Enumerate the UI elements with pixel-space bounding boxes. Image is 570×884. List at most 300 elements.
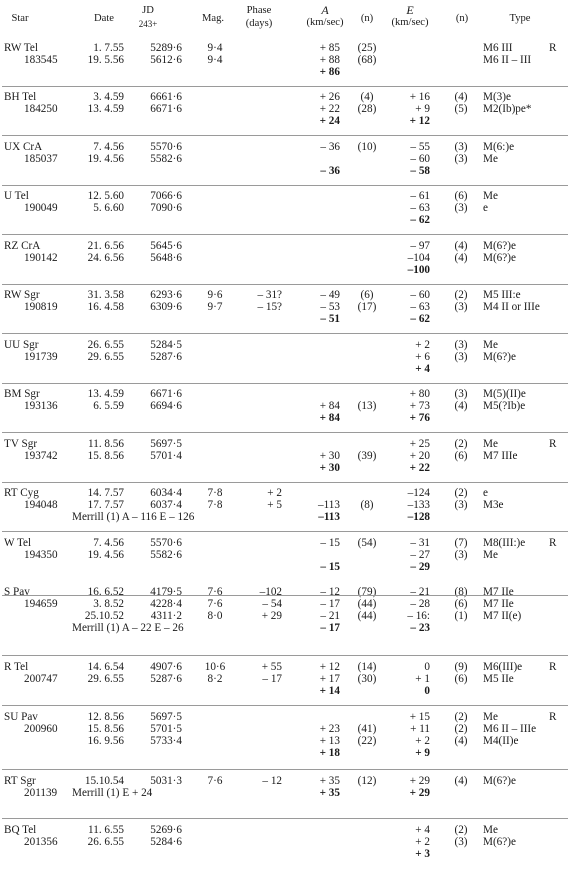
mean-velocity-e: – 58 [410,165,430,177]
obs-velocity-a: + 22 [319,103,340,115]
header-n2: (n) [455,13,469,24]
header-phase-unit: (days) [245,18,273,29]
obs-count-e: (2) [454,711,468,723]
mean-velocity-a: + 18 [319,747,340,759]
obs-jd: 6037·4 [150,499,182,511]
obs-count-e: (3) [454,549,468,561]
star-name: TV Sgr [4,438,38,450]
obs-count-a: (44) [357,598,377,610]
obs-jd: 6309·6 [150,301,182,313]
row-separator [2,818,568,819]
obs-count-e: (3) [454,153,468,165]
mean-velocity-e: + 76 [409,412,430,424]
obs-jd: 5582·6 [150,549,182,561]
obs-velocity-e: –124 [407,487,430,499]
obs-date: 19. 5.56 [87,54,124,66]
obs-velocity-a: + 88 [319,54,340,66]
obs-phase: + 2 [267,487,282,499]
obs-date: 24. 6.56 [87,252,124,264]
obs-count-a: (12) [357,775,377,787]
obs-date: 3. 4.59 [93,91,124,103]
obs-jd: 6293·6 [150,289,182,301]
mean-velocity-e: + 22 [409,462,430,474]
row-separator [2,655,568,656]
obs-count-e: (2) [454,824,468,836]
spectral-type: Me [483,711,498,723]
header-phase: Phase [246,5,272,16]
obs-velocity-e: + 9 [415,103,430,115]
mean-velocity-a: – 51 [320,313,340,325]
obs-phase: + 5 [267,499,282,511]
obs-jd: 5701·4 [150,450,182,462]
spectral-type: M7 IIIe [483,450,518,462]
mean-velocity-a: – 17 [320,622,340,634]
obs-velocity-e: + 2 [415,836,430,848]
obs-date: 5. 6.60 [93,202,124,214]
merrill-note: Merrill (1) E + 24 [72,787,153,799]
star-name: RW Tel [4,42,38,54]
obs-date: 31. 3.58 [87,289,124,301]
spectral-type: M(6?)e [483,240,516,252]
obs-count-a: (39) [357,450,377,462]
obs-velocity-e: + 2 [415,339,430,351]
hd-number: 201139 [24,787,58,799]
obs-velocity-e: –133 [407,499,430,511]
obs-date: 14. 6.54 [87,661,124,673]
obs-velocity-a: + 30 [319,450,340,462]
hd-number: 194659 [24,598,58,610]
obs-date: 6. 5.59 [93,400,124,412]
obs-jd: 5701·5 [150,723,182,735]
obs-count-e: (4) [454,240,468,252]
obs-velocity-e: + 29 [409,775,430,787]
row-separator [2,383,568,384]
obs-count-e: (7) [454,537,468,549]
obs-jd: 6671·6 [150,388,182,400]
mean-velocity-e: –128 [407,511,430,523]
obs-jd: 6694·6 [150,400,182,412]
spectral-type: M(6?)e [483,836,516,848]
obs-count-e: (3) [454,141,468,153]
obs-velocity-a: – 12 [320,586,340,598]
obs-mag: 9·4 [207,42,223,54]
obs-jd: 5031·3 [150,775,182,787]
spectral-type: e [483,202,488,214]
obs-velocity-a: + 84 [319,400,340,412]
spectral-type: M7 IIe [483,586,514,598]
header-type: Type [509,13,531,24]
obs-count-e: (9) [454,661,468,673]
mean-velocity-a: – 15 [320,561,340,573]
obs-date: 26. 6.55 [87,339,124,351]
spectral-type: M(6?)e [483,775,516,787]
spectral-type: M3e [483,499,504,511]
obs-velocity-a: – 17 [320,598,340,610]
obs-count-a: (14) [357,661,377,673]
row-separator [2,234,568,235]
obs-velocity-e: + 15 [409,711,430,723]
star-name: BQ Tel [4,824,37,836]
obs-velocity-e: – 60 [410,289,430,301]
obs-mag: 7·6 [207,586,223,598]
obs-velocity-e: + 73 [409,400,430,412]
obs-velocity-a: + 85 [319,42,340,54]
obs-count-e: (3) [454,836,468,848]
obs-count-a: (13) [357,400,377,412]
star-block [0,824,570,884]
obs-phase: – 12 [262,775,282,787]
spectral-type: M5(?Ib)e [483,400,526,412]
hd-number: 200960 [24,723,58,735]
mean-velocity-e: – 29 [410,561,430,573]
hd-number: 193136 [24,400,58,412]
obs-count-e: (3) [454,351,468,363]
obs-count-a: (22) [357,735,377,747]
obs-jd: 6671·6 [150,103,182,115]
spectral-type: Me [483,549,498,561]
obs-date: 29. 6.55 [87,351,124,363]
row-separator [2,284,568,285]
row-separator [2,531,568,532]
spectral-type: M2(Ib)pe* [483,103,532,115]
obs-count-e: (8) [454,586,468,598]
obs-velocity-a: + 35 [319,775,340,787]
merrill-note: Merrill (1) A – 22 E – 26 [72,622,184,634]
spectral-type: M5 IIe [483,673,514,685]
header-jd-sub: 243+ [138,19,158,29]
obs-velocity-a: – 49 [320,289,340,301]
mean-velocity-e: – 62 [410,313,430,325]
star-name: S Pav [4,586,30,598]
obs-jd: 5570·6 [150,537,182,549]
obs-date: 14. 7.57 [87,487,124,499]
obs-jd: 7066·6 [150,190,182,202]
spectral-type: M6 II – III [483,54,532,66]
obs-mag: 9·6 [207,289,223,301]
obs-velocity-e: + 80 [409,388,430,400]
obs-mag: 9·7 [207,301,223,313]
obs-date: 13. 4.59 [87,388,124,400]
spectral-type: M4(II)e [483,735,519,747]
mean-velocity-a: –113 [318,511,340,523]
mean-velocity-e: –100 [407,264,430,276]
obs-velocity-a: + 23 [319,723,340,735]
obs-count-e: (3) [454,301,468,313]
obs-jd: 4907·6 [150,661,182,673]
obs-date: 16. 6.52 [87,586,124,598]
obs-date: 17. 7.57 [87,499,124,511]
obs-count-a: (8) [360,499,374,511]
merrill-note: Merrill (1) A – 116 E – 126 [72,511,195,523]
header-jd: JD [142,5,154,16]
obs-count-e: (3) [454,339,468,351]
mean-velocity-e: + 3 [415,848,430,860]
obs-velocity-a: – 53 [320,301,340,313]
spectral-type: M(6?)e [483,351,516,363]
obs-jd: 4311·2 [150,610,182,622]
obs-count-e: (4) [454,735,468,747]
header-a-unit: (km/sec) [306,17,344,28]
obs-count-a: (28) [357,103,377,115]
obs-date: 1. 7.55 [93,42,124,54]
obs-mag: 7·6 [207,775,223,787]
star-name: W Tel [4,537,32,549]
obs-jd: 5582·6 [150,153,182,165]
obs-jd: 5269·6 [150,824,182,836]
spectral-type: M7 IIe [483,598,514,610]
star-block [0,711,570,771]
obs-velocity-e: + 1 [415,673,430,685]
obs-date: 21. 6.56 [87,240,124,252]
obs-phase: + 29 [261,610,282,622]
hd-number: 190142 [24,252,58,264]
obs-velocity-e: – 27 [410,549,430,561]
obs-jd: 5287·6 [150,351,182,363]
obs-date: 16. 4.58 [87,301,124,313]
obs-jd: 5570·6 [150,141,182,153]
star-name: UU Sgr [4,339,39,351]
mean-velocity-e: – 62 [410,214,430,226]
mean-velocity-a: + 14 [319,685,340,697]
obs-velocity-e: + 2 [415,735,430,747]
mean-velocity-a: – 36 [320,165,340,177]
obs-count-e: (3) [454,499,468,511]
hd-number: 200747 [24,673,58,685]
obs-jd: 5697·5 [150,438,182,450]
hd-number: 184250 [24,103,58,115]
obs-count-e: (2) [454,723,468,735]
obs-mag: 8·2 [207,673,223,685]
mean-velocity-e: + 29 [409,787,430,799]
obs-count-e: (2) [454,487,468,499]
obs-jd: 5733·4 [150,735,182,747]
obs-velocity-a: –113 [318,499,340,511]
obs-velocity-e: + 25 [409,438,430,450]
obs-count-a: (68) [357,54,377,66]
obs-count-e: (2) [454,289,468,301]
obs-velocity-e: – 21 [410,586,430,598]
obs-velocity-a: + 12 [319,661,340,673]
obs-velocity-e: –104 [407,252,430,264]
obs-velocity-e: – 31 [410,537,430,549]
obs-date: 26. 6.55 [87,836,124,848]
obs-jd: 4228·4 [150,598,182,610]
obs-date: 7. 4.56 [93,537,124,549]
row-separator [2,705,568,706]
obs-date: 7. 4.56 [93,141,124,153]
mean-velocity-a: + 24 [319,115,340,127]
obs-count-e: (6) [454,673,468,685]
obs-velocity-e: 0 [424,661,430,673]
hd-number: 185037 [24,153,58,165]
obs-count-e: (6) [454,450,468,462]
obs-jd: 7090·6 [150,202,182,214]
obs-velocity-e: + 16 [409,91,430,103]
obs-date: 13. 4.59 [87,103,124,115]
header-a: A [321,3,329,17]
obs-velocity-e: + 11 [410,723,430,735]
star-name: RZ CrA [4,240,41,252]
flag-r: R [549,661,557,673]
obs-jd: 5289·6 [150,42,182,54]
flag-r: R [549,438,557,450]
hd-number: 190049 [24,202,58,214]
obs-jd: 5648·6 [150,252,182,264]
obs-count-e: (6) [454,190,468,202]
obs-velocity-a: + 17 [319,673,340,685]
mean-velocity-a: + 35 [319,787,340,799]
obs-count-a: (10) [357,141,377,153]
obs-count-e: (3) [454,202,468,214]
spectral-type: M(6:)e [483,141,515,153]
obs-velocity-a: – 36 [320,141,340,153]
obs-jd: 5287·6 [150,673,182,685]
obs-count-e: (5) [454,103,468,115]
obs-mag: 7·8 [207,499,223,511]
obs-jd: 5284·5 [150,339,182,351]
star-name: R Tel [4,661,29,673]
obs-count-a: (6) [360,289,374,301]
obs-date: 19. 4.56 [87,549,124,561]
obs-count-a: (41) [357,723,377,735]
obs-mag: 8·0 [207,610,223,622]
obs-phase: – 15? [257,301,282,313]
obs-date: 15.10.54 [84,775,124,787]
obs-count-e: (6) [454,598,468,610]
spectral-type: Me [483,438,498,450]
header-n1: (n) [360,13,374,24]
star-name: UX CrA [4,141,43,153]
obs-date: 15. 8.56 [87,450,124,462]
hd-number: 194048 [24,499,58,511]
star-name: RT Cyg [4,487,39,499]
obs-velocity-e: + 6 [415,351,430,363]
hd-number: 191739 [24,351,58,363]
spectral-type: Me [483,824,498,836]
row-separator [2,432,568,433]
hd-number: 194350 [24,549,58,561]
obs-jd: 5645·6 [150,240,182,252]
hd-number: 190819 [24,301,58,313]
obs-velocity-e: – 60 [410,153,430,165]
obs-jd: 5697·5 [150,711,182,723]
obs-velocity-e: – 28 [410,598,430,610]
obs-count-a: (54) [357,537,377,549]
obs-jd: 5612·6 [150,54,182,66]
spectral-type: M6 III [483,42,513,54]
star-name: SU Pav [4,711,38,723]
spectral-type: M7 II(e) [483,610,522,622]
obs-count-a: (17) [357,301,377,313]
star-name: RW Sgr [4,289,40,301]
obs-count-e: (4) [454,252,468,264]
obs-velocity-e: – 63 [410,202,430,214]
spectral-type: M6(III)e [483,661,523,673]
obs-jd: 6661·6 [150,91,182,103]
spectral-type: e [483,487,488,499]
spectral-type: M6 II – IIIe [483,723,537,735]
obs-velocity-a: + 13 [319,735,340,747]
obs-count-a: (25) [357,42,377,54]
obs-velocity-e: – 97 [410,240,430,252]
flag-r: R [549,42,557,54]
obs-jd: 6034·4 [150,487,182,499]
star-name: U Tel [4,190,29,202]
mean-velocity-e: – 23 [410,622,430,634]
mean-velocity-e: + 4 [415,363,430,375]
mean-velocity-a: + 84 [319,412,340,424]
obs-phase: –102 [259,586,282,598]
spectral-type: M4 II or IIIe [483,301,540,313]
mean-velocity-a: + 86 [319,66,340,78]
spectral-type: M(5)(II)e [483,388,526,400]
obs-date: 15. 8.56 [87,723,124,735]
spectral-type: Me [483,339,498,351]
hd-number: 201356 [24,836,58,848]
spectral-type: M5 III:e [483,289,521,301]
obs-count-a: (4) [360,91,374,103]
hd-number: 183545 [24,54,58,66]
obs-velocity-a: – 15 [320,537,340,549]
row-separator [2,135,568,136]
obs-count-a: (44) [357,610,377,622]
header-star: Star [11,13,29,24]
obs-velocity-a: + 26 [319,91,340,103]
spectral-type: M(6?)e [483,252,516,264]
obs-count-a: (30) [357,673,377,685]
obs-jd: 5284·6 [150,836,182,848]
spectral-type: M(3)e [483,91,511,103]
obs-date: 11. 6.55 [88,824,124,836]
obs-count-e: (1) [454,610,468,622]
obs-count-e: (2) [454,438,468,450]
mean-velocity-e: + 12 [409,115,430,127]
obs-mag: 7·8 [207,487,223,499]
row-separator [2,185,568,186]
obs-count-e: (3) [454,388,468,400]
obs-date: 25.10.52 [84,610,124,622]
obs-count-e: (4) [454,91,468,103]
obs-date: 16. 9.56 [87,735,124,747]
obs-date: 12. 8.56 [87,711,124,723]
obs-velocity-e: – 55 [410,141,430,153]
star-name: BM Sgr [4,388,40,400]
obs-count-e: (4) [454,775,468,787]
obs-phase: – 31? [257,289,282,301]
row-separator [2,333,568,334]
obs-velocity-e: + 20 [409,450,430,462]
obs-date: 3. 8.52 [93,598,124,610]
obs-date: 29. 6.55 [87,673,124,685]
obs-velocity-e: – 16: [407,610,430,622]
header-e: E [406,3,414,17]
obs-mag: 10·6 [204,661,226,673]
obs-velocity-e: – 61 [410,190,430,202]
spectral-type: Me [483,153,498,165]
flag-r: R [549,537,557,549]
obs-date: 19. 4.56 [87,153,124,165]
obs-phase: + 55 [261,661,282,673]
star-name: BH Tel [4,91,37,103]
row-separator [2,595,568,596]
obs-mag: 7·6 [207,598,223,610]
spectral-type: Me [483,190,498,202]
mean-velocity-e: + 9 [415,747,430,759]
obs-phase: – 54 [262,598,282,610]
obs-count-e: (4) [454,400,468,412]
obs-count-a: (79) [357,586,377,598]
spectral-type: M8(III:)e [483,537,526,549]
